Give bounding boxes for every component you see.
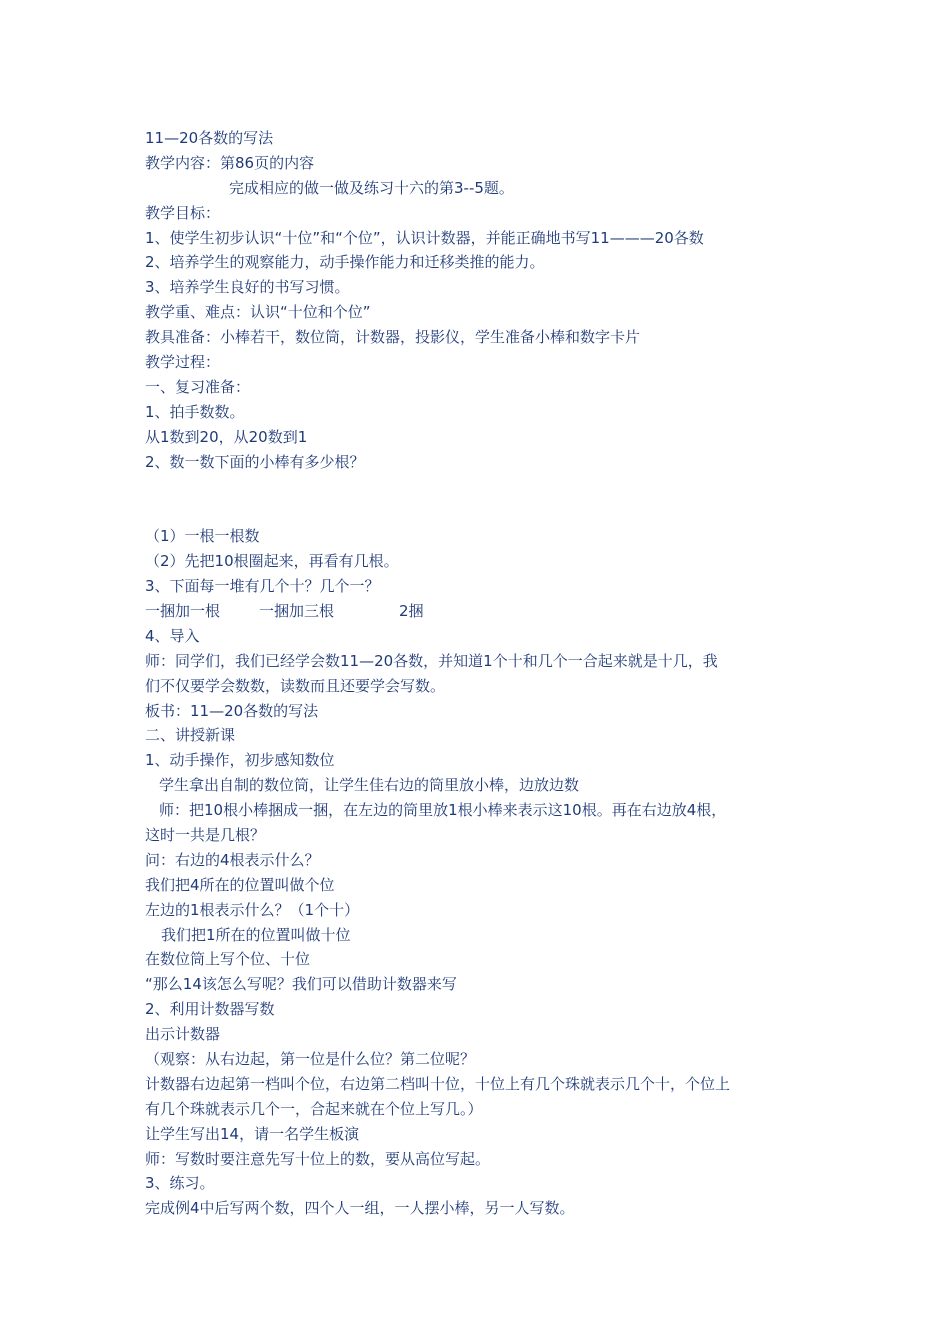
document-body: [145, 126, 815, 1221]
paragraph: 我们把4所在的位置叫做个位: [145, 875, 335, 894]
bundle-row: [145, 599, 815, 624]
list-item: 3、练习。: [145, 1174, 215, 1193]
paragraph: 板书：11—20各数的写法: [145, 701, 319, 720]
paragraph: 让学生写出14，请一名学生板演: [145, 1124, 360, 1143]
paragraph: 我们把1所在的位置叫做十位: [161, 925, 351, 944]
paragraph: “那么14该怎么写呢？我们可以借助计数器来写: [145, 975, 457, 994]
paragraph: 计数器右边起第一档叫个位，右边第二档叫十位，十位上有几个珠就表示几个十，个位上: [145, 1074, 731, 1093]
bundle-label: 一捆加一根: [145, 601, 221, 620]
paragraph: 师：写数时要注意先写十位上的数，要从高位写起。: [145, 1149, 491, 1168]
goal-item: 1、使学生初步认识“十位”和“个位”，认识计数器，并能正确地书写11———20各数: [145, 228, 704, 247]
paragraph: 们不仅要学会数数，读数而且还要学会写数。: [145, 676, 446, 695]
paragraph: 师：把10根小棒捆成一捆，在左边的筒里放1根小棒来表示这10根。再在右边放4根，: [159, 801, 727, 820]
paragraph: 左边的1根表示什么？（1个十）: [145, 900, 360, 919]
paragraph: 有几个珠就表示几个一，合起来就在个位上写几。）: [145, 1099, 483, 1118]
bundle-label: 一捆加三根: [259, 601, 335, 620]
section-heading: 二、讲授新课: [145, 726, 236, 745]
process-heading: 教学过程：: [145, 353, 221, 372]
list-item: 3、下面每一堆有几个十？几个一？: [145, 577, 380, 596]
blank-space: [145, 474, 815, 524]
teaching-content: 教学内容：第86页的内容: [145, 153, 315, 172]
materials: 教具准备：小棒若干，数位筒，计数器，投影仪，学生准备小棒和数字卡片: [145, 328, 641, 347]
paragraph: （观察：从右边起，第一位是什么位？第二位呢？: [145, 1049, 476, 1068]
page-title: 11—20各数的写法: [145, 129, 274, 147]
paragraph: 出示计数器: [145, 1025, 221, 1044]
section-heading: 一、复习准备：: [145, 377, 251, 396]
teaching-content-detail: 完成相应的做一做及练习十六的第3--5题。: [229, 178, 514, 197]
paragraph: 问：右边的4根表示什么？: [145, 850, 320, 869]
bundle-label: 2捆: [399, 601, 424, 620]
paragraph: 师：同学们，我们已经学会数11—20各数，并知道1个十和几个一合起来就是十几，我: [145, 651, 718, 670]
list-item: 2、数一数下面的小棒有多少根？: [145, 452, 365, 471]
paragraph: 在数位筒上写个位、十位: [145, 950, 311, 969]
list-item: 2、利用计数器写数: [145, 1000, 275, 1019]
list-item: （2）先把10根圈起来，再看有几根。: [145, 552, 399, 571]
list-item: （1）一根一根数: [145, 527, 260, 546]
paragraph: 完成例4中后写两个数，四个人一组，一人摆小棒，另一人写数。: [145, 1199, 575, 1218]
goals-heading: 教学目标：: [145, 203, 221, 222]
paragraph: 学生拿出自制的数位筒，让学生佳右边的筒里放小棒，边放边数: [159, 776, 580, 795]
paragraph: 从1数到20，从20数到1: [145, 427, 308, 446]
list-item: 4、导入: [145, 626, 200, 645]
goal-item: 2、培养学生的观察能力，动手操作能力和迁移类推的能力。: [145, 253, 545, 272]
paragraph: 这时一共是几根？: [145, 825, 266, 844]
list-item: 1、拍手数数。: [145, 402, 245, 421]
key-points: 教学重、难点：认识“十位和个位”: [145, 303, 371, 322]
goal-item: 3、培养学生良好的书写习惯。: [145, 278, 350, 297]
list-item: 1、动手操作，初步感知数位: [145, 751, 335, 770]
